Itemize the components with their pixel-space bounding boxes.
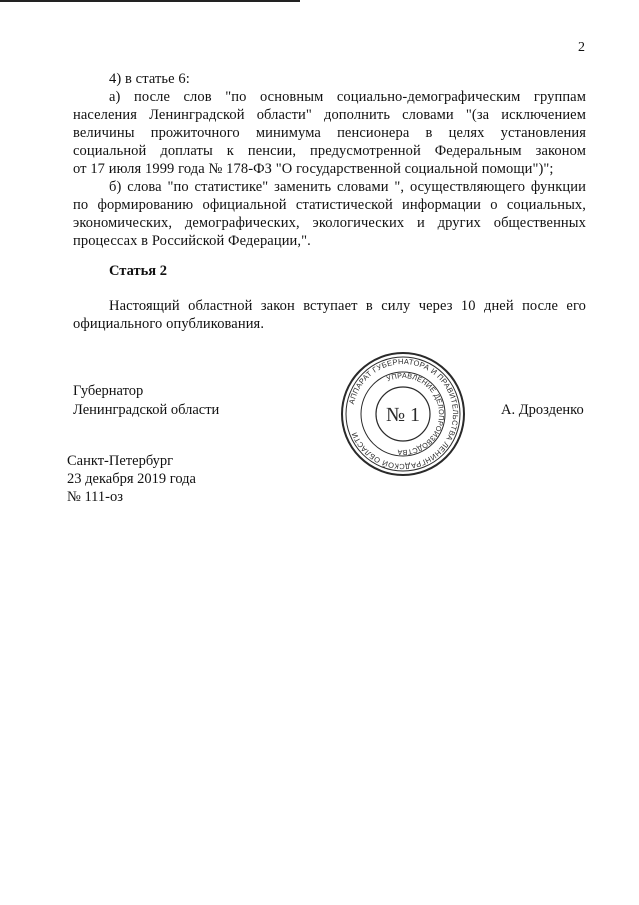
place-city: Санкт-Петербург — [67, 453, 174, 469]
amendment-paragraph-b — [73, 178, 586, 250]
amendment-b-line: по формированию официальной статистической информации о социальных, — [73, 197, 586, 213]
stamp-outer-text: АППАРАТ ГУБЕРНАТОРА И ПРАВИТЕЛЬСТВА ЛЕНИНГРАДСКОЙ ОБЛАСТИ — [347, 356, 461, 472]
article-2-line: Настоящий областной закон вступает в силу через 10 дней после его — [109, 298, 586, 314]
scan-edge-line — [0, 0, 300, 2]
article-2-heading: Статья 2 — [109, 263, 167, 279]
signature-position-line: Губернатор — [73, 383, 144, 399]
amendment-a-line: социальной доплаты к пенсии, предусмотренной Федеральным законом — [73, 143, 586, 159]
law-date: 23 декабря 2019 года — [67, 471, 196, 487]
amendment-text — [73, 70, 586, 250]
signature-position-line: Ленинградской области — [73, 402, 220, 418]
amendment-b-line: процессах в Российской Федерации,". — [73, 233, 311, 249]
signatory-name: А. Дрозденко — [501, 402, 584, 418]
amendment-paragraph-a — [73, 88, 586, 178]
place-date-block — [67, 452, 196, 506]
article-2-text — [73, 297, 586, 333]
stamp-center-number: № 1 — [385, 404, 421, 426]
law-number: № 111-оз — [67, 489, 123, 505]
amendment-item-heading: 4) в статье 6: — [109, 71, 190, 87]
amendment-a-line: населения Ленинградской области" дополнить словами "(за исключением — [73, 107, 586, 123]
amendment-a-line: а) после слов "по основным социально-демографическим группам — [109, 89, 586, 105]
amendment-b-line: экономических, демографических, экологических и других общественных — [73, 215, 586, 231]
amendment-a-line: от 17 июля 1999 года № 178-ФЗ "О государственной социальной помощи")"; — [73, 161, 554, 177]
amendment-b-line: б) слова "по статистике" заменить словами ", осуществляющего функции — [109, 179, 586, 195]
amendment-a-line: величины прожиточного минимума пенсионера в целях установления — [73, 125, 586, 141]
signature-position — [73, 382, 219, 420]
article-2-line: официального опубликования. — [73, 316, 265, 332]
page-number: 2 — [578, 40, 585, 55]
stamp-inner-text: УПРАВЛЕНИЕ ДЕЛОПРОИЗВОДСТВА — [385, 370, 447, 458]
official-seal-stamp — [338, 349, 468, 479]
